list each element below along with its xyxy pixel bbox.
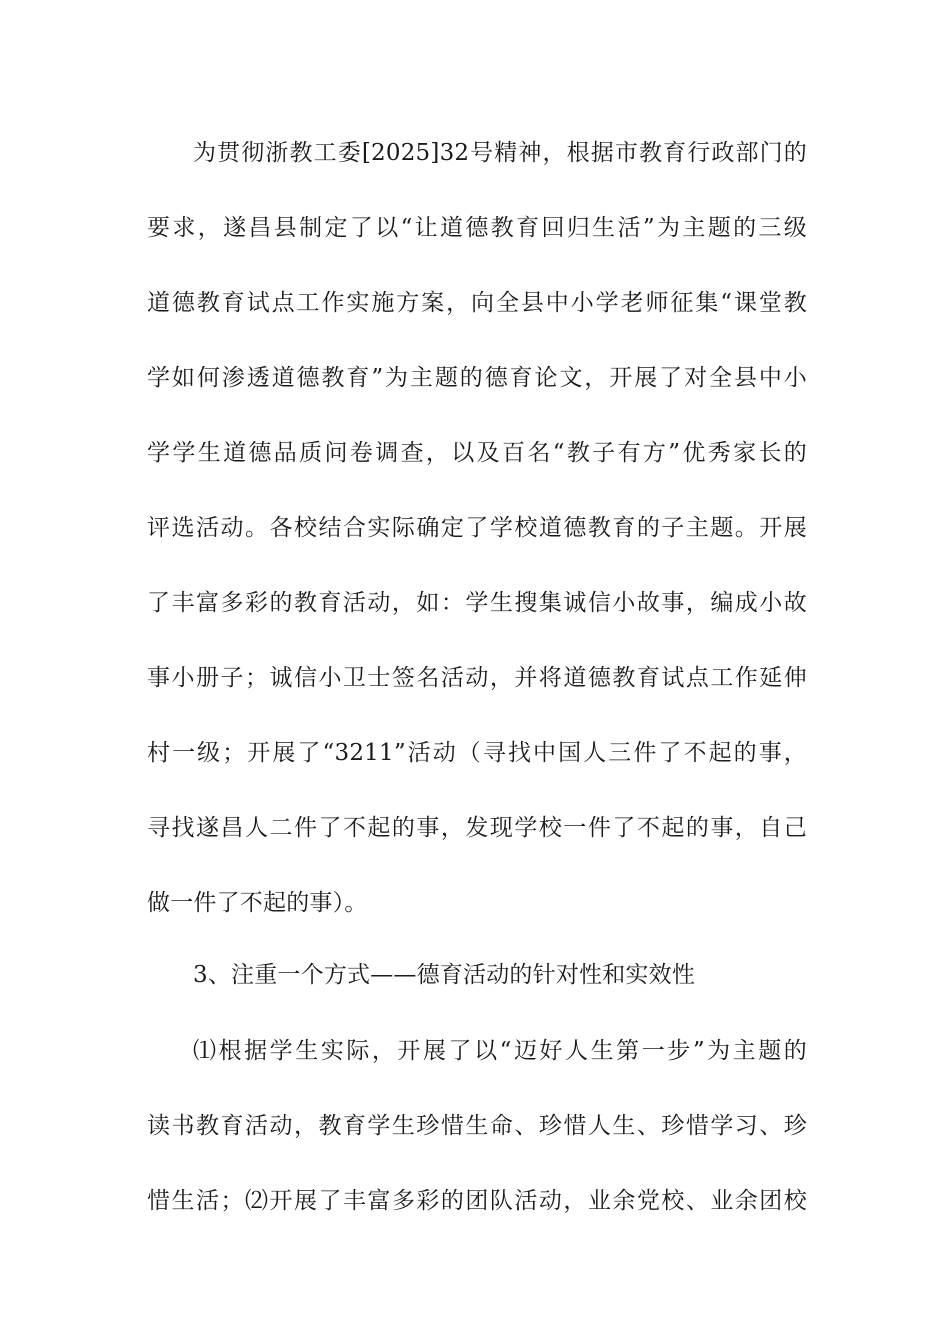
paragraph-line: 读书教育活动，教育学生珍惜生命、珍惜人生、珍惜学习、珍 — [147, 1113, 807, 1139]
paragraph-line: 惜生活；⑵开展了丰富多彩的团队活动，业余党校、业余团校 — [147, 1188, 807, 1214]
paragraph-line: 做一件了不起的事）。 — [147, 890, 368, 916]
paragraph-line: 为贯彻浙教工委[2025]32号精神，根据市教育行政部门的 — [193, 140, 807, 166]
paragraph-line: 寻找遂昌人二件了不起的事，发现学校一件了不起的事，自己 — [147, 815, 807, 841]
paragraph-line: 学如何渗透道德教育”为主题的德育论文，开展了对全县中小 — [147, 365, 807, 391]
paragraph-line: 事小册子；诚信小卫士签名活动，并将道德教育试点工作延伸 — [147, 665, 807, 691]
paragraph-line: 道德教育试点工作实施方案，向全县中小学老师征集“课堂教 — [147, 290, 807, 316]
paragraph-line: 评选活动。各校结合实际确定了学校道德教育的子主题。开展 — [147, 515, 807, 541]
paragraph-line: ⑴根据学生实际，开展了以“迈好人生第一步”为主题的 — [193, 1038, 807, 1064]
section-heading: 3、注重一个方式——德育活动的针对性和实效性 — [193, 962, 696, 988]
paragraph-line: 了丰富多彩的教育活动，如：学生搜集诚信小故事，编成小故 — [147, 590, 807, 616]
paragraph-line: 村一级；开展了“3211”活动（寻找中国人三件了不起的事， — [147, 740, 807, 766]
paragraph-line: 要求，遂昌县制定了以“让道德教育回归生活”为主题的三级 — [147, 215, 807, 241]
paragraph-line: 学学生道德品质问卷调查，以及百名“教子有方”优秀家长的 — [147, 440, 807, 466]
